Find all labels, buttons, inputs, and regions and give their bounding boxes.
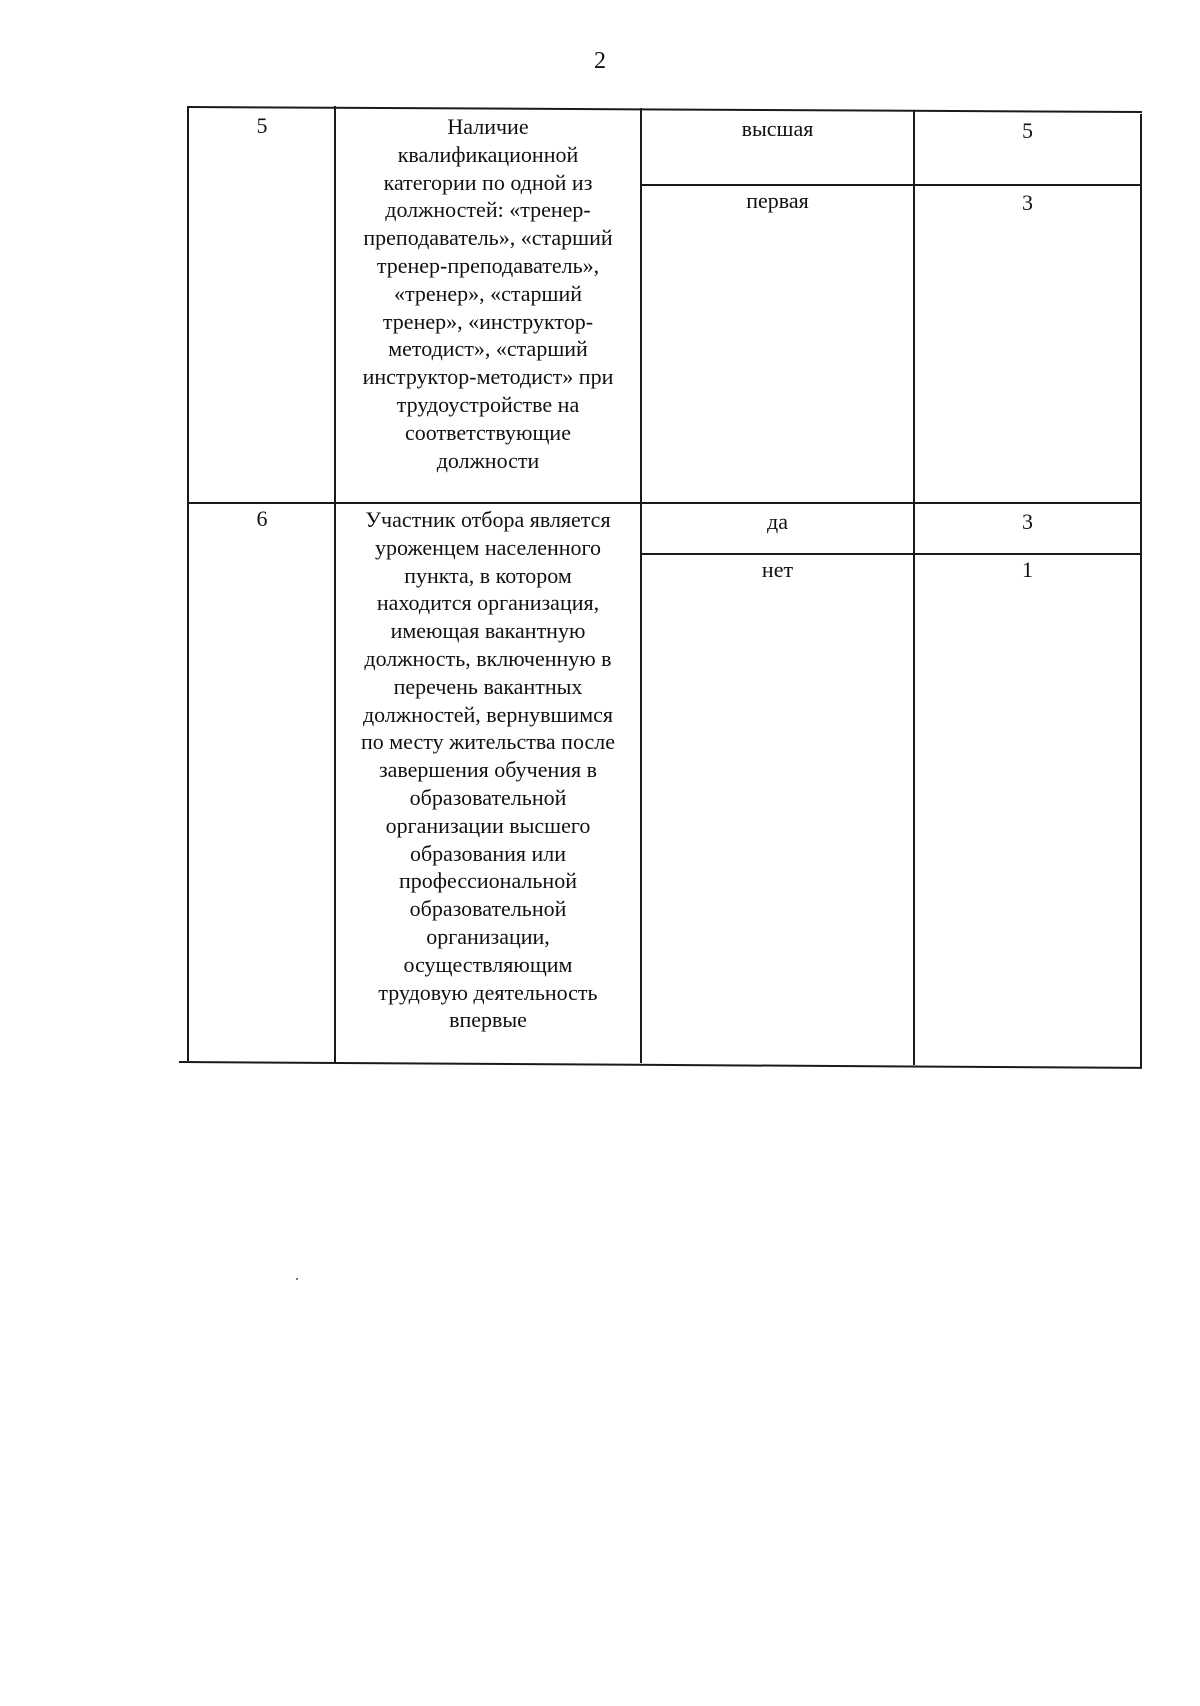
- option-score: 3: [1022, 509, 1033, 534]
- row-number: 6: [256, 506, 268, 531]
- scan-speck: [296, 1278, 298, 1280]
- table-border-col3: [913, 110, 915, 1065]
- table-border-right: [1140, 114, 1142, 1068]
- table-border-col2: [640, 108, 642, 1063]
- option-label: нет: [761, 557, 794, 582]
- option-label: высшая: [741, 116, 814, 141]
- row5-options-divider: [640, 184, 1142, 186]
- row-number: 5: [256, 113, 268, 138]
- criterion-text: Участник отбора является уроженцем населенного пункта, в котором находится организация, имеющая вакантную должность, включенную в перечень вакантных должностей, вернувшимся по месту жительства после завершения обучения в образовательной организации высшего образования или профессиональной образовательной организации, осуществляющим трудовую деятельность впервые: [360, 507, 616, 1033]
- table-border-left: [187, 106, 189, 1061]
- option-score: 5: [1022, 118, 1033, 143]
- option-score: 1: [1022, 557, 1033, 582]
- criterion-text: Наличие квалификационной категории по одной из должностей: «тренер- преподаватель», «старший тренер-преподаватель», «тренер», «старший тренер», «инструктор- методист», «старший инструктор-методист» при трудоустройстве на соответствующие должности: [362, 114, 614, 473]
- option-label: первая: [746, 188, 809, 213]
- table-border-bottom: [179, 1061, 1142, 1069]
- option-score: 3: [1022, 190, 1033, 215]
- row6-options-divider: [640, 553, 1142, 555]
- option-label: да: [767, 509, 788, 534]
- page-number: 2: [594, 48, 606, 74]
- row-divider: [187, 502, 1142, 504]
